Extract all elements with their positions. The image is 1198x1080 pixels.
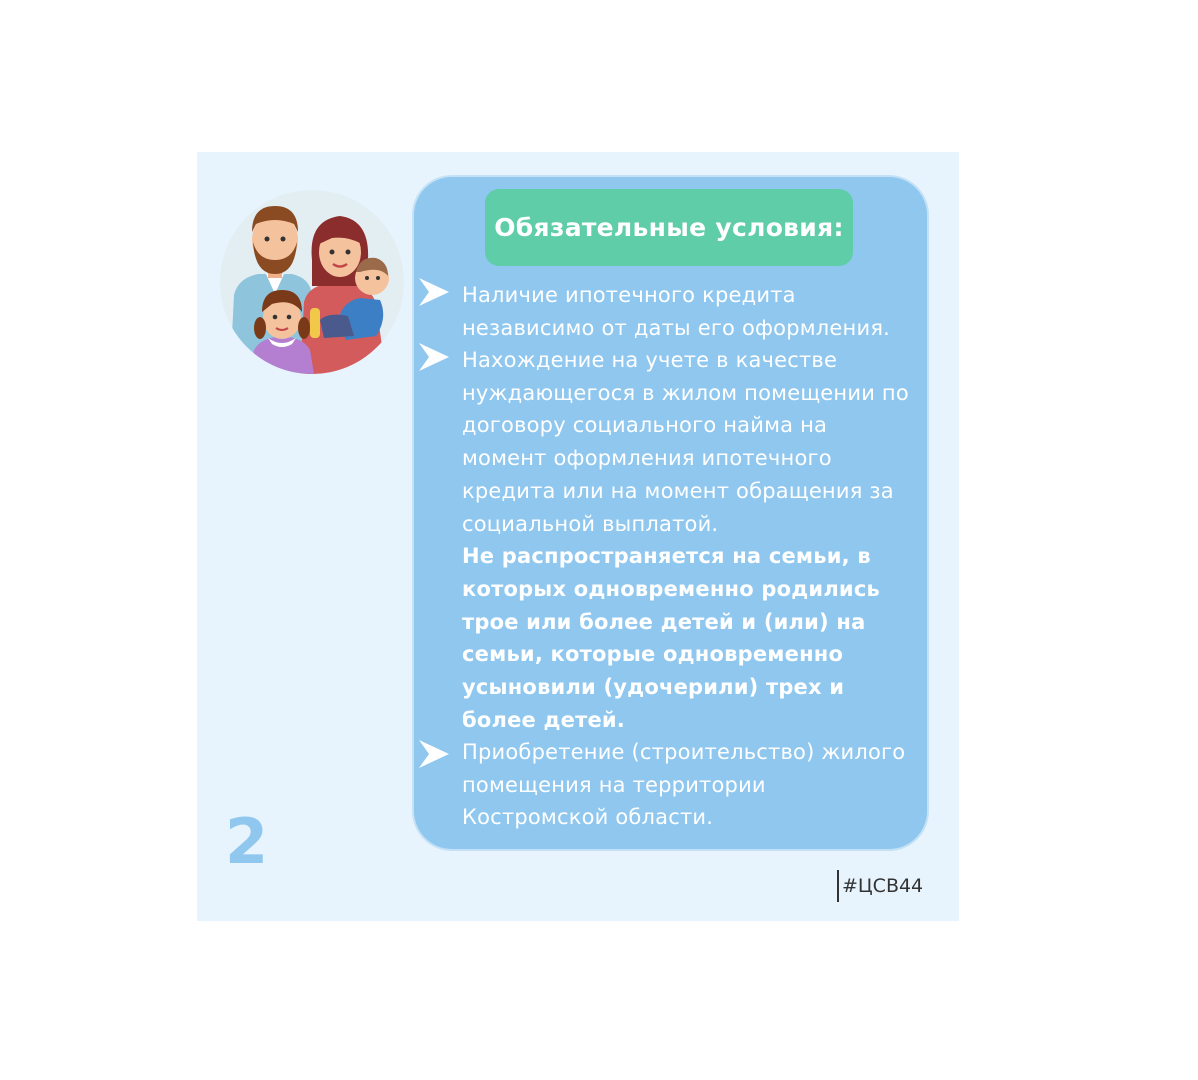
conditions-header [485,189,853,266]
condition-item-2 [462,344,917,736]
conditions-panel [414,177,927,849]
info-card [197,152,959,921]
condition-item-3 [462,736,917,834]
condition-note: Не распространяется на семьи, в которых одновременно родились трое или более детей и (или) на семьи, которые одновременно усыновили (удочерили) трех и более детей. [462,544,880,732]
family-illustration [220,190,404,374]
chevron-right-icon [417,737,451,771]
page-number: 2 [225,805,269,878]
conditions-title: Обязательные условия: [494,213,844,242]
condition-text: Нахождение на учете в качестве нуждающегося в жилом помещении по договору социального найма на момент оформления ипотечного кредита или на момент обращения за социальной выплатой. [462,348,909,536]
chevron-right-icon [417,340,451,374]
condition-item-1 [462,279,917,344]
hashtag: #ЦСВ44 [837,870,923,902]
family-icon [220,190,404,374]
condition-text: Приобретение (строительство) жилого помещения на территории Костромской области. [462,740,906,830]
condition-text: Наличие ипотечного кредита независимо от даты его оформления. [462,283,891,340]
chevron-right-icon [417,275,451,309]
